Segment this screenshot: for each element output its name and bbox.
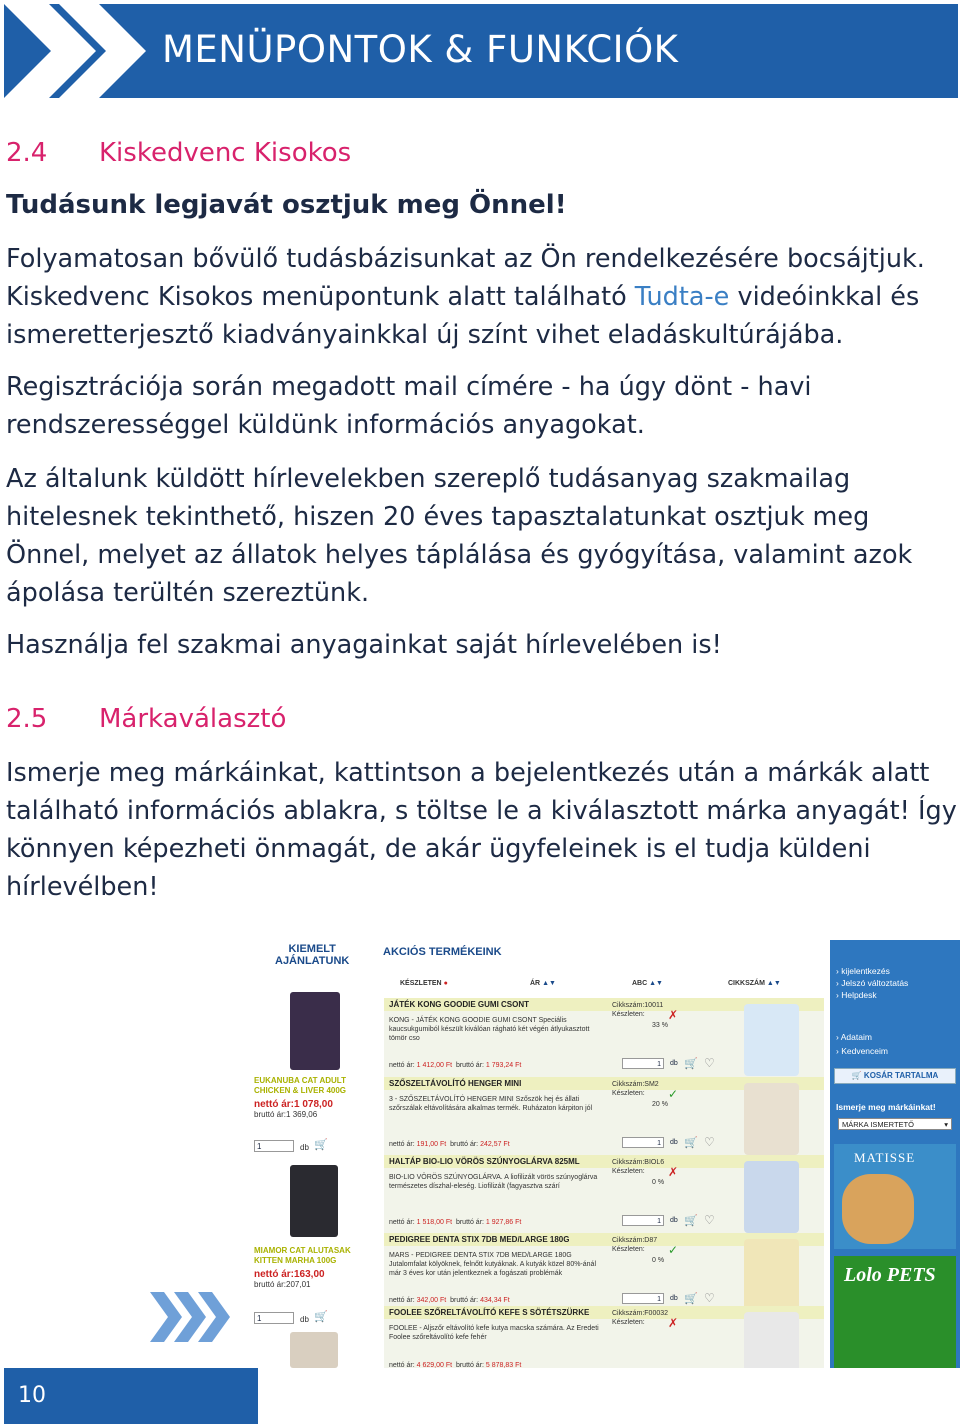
check-mark-icon: ✓ [668, 1087, 679, 1101]
product-title[interactable]: SZŐSZELTÁVOLÍTÓ HENGER MINI [389, 1079, 522, 1088]
gross-label: bruttó ár: [455, 1062, 484, 1069]
product-sku: Cikkszám:10011 [612, 1002, 664, 1009]
lead-text: Tudásunk legjavát osztjuk meg Önnel! [6, 190, 567, 220]
net-price: 1 518,00 Ft [416, 1219, 453, 1226]
product-meta [612, 1001, 663, 1019]
featured-heading-line2: AJÁNLATUNK [275, 955, 350, 967]
unit-label: db [670, 1295, 678, 1302]
product-image[interactable] [290, 1332, 338, 1368]
x-mark-icon: ✗ [668, 1316, 679, 1330]
section-heading-2-4 [6, 138, 351, 168]
product-row [384, 1077, 824, 1162]
paragraph-2: Regisztrációja során megadott mail címére - ha úgy dönt - havi rendszerességgel küldünk információs anyagokat. [6, 372, 812, 440]
page-title: MENÜPONTOK & FUNKCIÓK [162, 28, 679, 71]
logout-link[interactable]: › kijelentkezés [836, 966, 890, 976]
net-label: nettó ár: [389, 1297, 415, 1304]
heart-icon[interactable]: ♡ [704, 1213, 715, 1227]
product-image[interactable] [290, 992, 340, 1070]
featured-heading-line1: KIEMELT [288, 943, 336, 955]
section-number: 2.4 [6, 138, 48, 168]
matisse-brand-banner[interactable] [834, 1144, 956, 1249]
sort-abc[interactable] [632, 980, 663, 987]
sort-label: ÁR [530, 980, 541, 987]
cart-contents-label: KOSÁR TARTALMA [863, 1071, 939, 1080]
link-label: Adataim [840, 1032, 872, 1042]
product-meta [612, 1158, 664, 1176]
gross-label: bruttó ár: [455, 1362, 484, 1368]
sort-label: ABC [632, 980, 648, 987]
sale-products-heading: AKCIÓS TERMÉKEINK [383, 946, 502, 958]
footer-bar [4, 1368, 258, 1424]
net-price: 4 629,00 Ft [416, 1362, 453, 1368]
product-image[interactable] [744, 1083, 799, 1155]
discount-percent: 0 % [652, 1179, 665, 1186]
password-change-link[interactable]: › Jelszó változtatás [836, 978, 909, 988]
product-row [384, 1155, 824, 1240]
unit-label: db [670, 1060, 678, 1067]
tudta-e-link[interactable]: Tudta-e [634, 282, 730, 312]
product-description: MARS - PEDIGREE DENTA STIX 7DB MED/LARGE 180G Jutalomfalat kölyöknek, felnőtt kutyáknak. A kutyák közel 80%-ánál már 3 éves kor után jelentkeznek a fogászati problémák [389, 1252, 597, 1277]
quantity-input[interactable]: 1 [622, 1058, 664, 1069]
lolo-logo: Lolo PETS [844, 1264, 936, 1286]
net-label: nettó ár: [389, 1062, 415, 1069]
cart-icon[interactable]: 🛒 [684, 1137, 698, 1149]
link-label: Jelszó változtatás [841, 978, 909, 988]
featured-product-name2[interactable]: KITTEN MARHA 100G [254, 1256, 337, 1265]
featured-product-price: nettó ár:1 078,00 [254, 1099, 333, 1110]
product-image[interactable] [744, 1161, 799, 1233]
cart-icon[interactable]: 🛒 [684, 1215, 698, 1227]
price-line [389, 1219, 521, 1226]
product-stock: Készleten: [612, 1168, 645, 1175]
quantity-input[interactable]: 1 [622, 1293, 664, 1304]
my-data-link[interactable]: › Adataim [836, 1032, 872, 1042]
sort-in-stock[interactable] [400, 980, 448, 987]
product-title[interactable]: PEDIGREE DENTA STIX 7DB MED/LARGE 180G [389, 1235, 570, 1244]
cart-icon[interactable]: 🛒 [684, 1058, 698, 1070]
cart-icon[interactable]: 🛒 [684, 1293, 698, 1305]
cat-image [842, 1174, 914, 1244]
helpdesk-link[interactable]: › Helpdesk [836, 990, 877, 1000]
product-title[interactable]: JÁTÉK KONG GOODIE GUMI CSONT [389, 1000, 530, 1009]
net-price: 342,00 Ft [416, 1297, 447, 1304]
product-sku: Cikkszám:F00032 [612, 1310, 669, 1317]
heart-icon[interactable]: ♡ [704, 1135, 715, 1149]
sort-arrows-icon: ▲▼ [542, 980, 556, 987]
heart-icon[interactable]: ♡ [704, 1056, 715, 1070]
paragraph-1 [6, 240, 958, 354]
check-mark-icon: ✓ [668, 1243, 679, 1257]
sort-price[interactable] [530, 980, 556, 987]
product-stock: Készleten: [612, 1090, 645, 1097]
quantity-input[interactable]: 1 [254, 1140, 294, 1152]
gross-label: bruttó ár: [455, 1219, 484, 1226]
section-title: Márkaválasztó [99, 704, 287, 734]
page-number: 10 [18, 1383, 46, 1408]
cart-contents-button[interactable] [834, 1068, 956, 1084]
featured-product-gross: bruttó ár:1 369,06 [254, 1110, 318, 1119]
product-description: 3 - SZŐSZELTÁVOLÍTÓ HENGER MINI Szőszök hej és állati szőrszálak eltávolítására alkalmas termék. Ruházaton kárpiton jól [389, 1096, 593, 1112]
brands-intro: Ismerje meg márkáinkat! [836, 1102, 936, 1112]
product-row [384, 1306, 824, 1368]
section-number: 2.5 [6, 704, 48, 734]
link-label: kijelentkezés [841, 966, 890, 976]
product-stock: Készleten: [612, 1011, 645, 1018]
product-image[interactable] [744, 1312, 799, 1368]
price-line [389, 1362, 521, 1368]
product-meta [612, 1080, 659, 1098]
sort-sku[interactable] [728, 980, 781, 987]
net-label: nettó ár: [389, 1219, 415, 1226]
paragraph-5: Ismerje meg márkáinkat, kattintson a bejelentkezés után a márkák alatt található információs ablakra, s töltse le a kiválasztott márka anyagát! Így könnyen képezheti önmagát, de akár ügyfeleinek is el tudja küldeni hírlevélben! [6, 758, 957, 902]
featured-product-name2[interactable]: CHICKEN & LIVER 400G [254, 1086, 347, 1095]
product-title[interactable]: FOOLEE SZŐRELTÁVOLÍTÓ KEFE S SÖTÉTSZÜRKE [389, 1308, 590, 1317]
unit-label: db [300, 1315, 309, 1324]
discount-percent: 0 % [652, 1257, 665, 1264]
link-label: Helpdesk [841, 990, 877, 1000]
paragraph-1-text: Folyamatosan bővülő tudásbázisunkat az Ön rendelkezésére bocsájtjuk. Kiskedvenc Kisokos menüpontunk alatt található [6, 244, 925, 312]
paragraph-3: Az általunk küldött hírlevelekben szereplő tudásanyag szakmailag hitelesnek tekinthető, hiszen 20 éves tapasztalatunkat osztjuk meg Önnel, melyet az állatok helyes táplálása és gyógyítása, valamint azok ápolása terültén szereztünk. [6, 464, 913, 608]
featured-product [254, 1076, 346, 1120]
product-image[interactable] [744, 1239, 799, 1311]
x-mark-icon: ✗ [668, 1008, 679, 1022]
featured-product-name[interactable]: EUKANUBA CAT ADULT [254, 1076, 346, 1085]
matisse-logo: MATISSE [854, 1150, 916, 1165]
sort-arrows-icon: ▲▼ [649, 980, 663, 987]
net-label: nettó ár: [389, 1362, 415, 1368]
product-description: BIO-LIO VÖRÖS SZÚNYOGLÁRVA. A liofilizált vörös szúnyoglárva természetes díszhal-eleség. Liofilizált (fagyasztva szárí [389, 1174, 598, 1190]
product-title[interactable]: HALTÁP BIO-LIO VÖRÖS SZÚNYOGLÁRVA 825ML [389, 1157, 580, 1166]
unit-label: db [670, 1217, 678, 1224]
header-banner [4, 4, 958, 98]
brand-select-value: MÁRKA ISMERTETŐ [842, 1120, 914, 1129]
featured-product-price: nettó ár:163,00 [254, 1269, 325, 1280]
section-title: Kiskedvenc Kisokos [99, 138, 352, 168]
account-sidebar [830, 940, 960, 1368]
gross-price: 1 793,24 Ft [485, 1062, 522, 1069]
product-description: FOOLEE - Aljszőr eltávolító kefe kutya macska számára. Az Eredeti Foolee szőreltávolító kefe fehér [389, 1325, 599, 1341]
product-image[interactable] [290, 1165, 338, 1237]
lolo-pets-brand-banner[interactable] [834, 1256, 956, 1368]
product-stock: Készleten: [612, 1319, 645, 1326]
section-heading-2-5 [6, 704, 286, 734]
double-chevron-icon [4, 4, 154, 98]
gross-price: 5 878,83 Ft [485, 1362, 522, 1368]
sort-label: CIKKSZÁM [728, 980, 765, 987]
x-mark-icon: ✗ [668, 1165, 679, 1179]
discount-percent: 20 % [652, 1101, 668, 1108]
price-line [389, 1062, 521, 1069]
brand-select[interactable] [838, 1118, 952, 1130]
discount-percent: 33 % [652, 1022, 668, 1029]
product-row [384, 998, 824, 1083]
paragraph-4: Használja fel szakmai anyagainkat saját hírlevelében is! [6, 630, 722, 660]
paragraph-1-text-end: videóinkkal és ismeretterjesztő kiadványainkkal új színt vihet eladáskultúrájába. [6, 282, 920, 350]
quantity-input[interactable]: 1 [622, 1215, 664, 1226]
sort-label: KÉSZLETEN [400, 980, 442, 987]
gross-price: 434,34 Ft [480, 1297, 510, 1304]
net-price: 191,00 Ft [416, 1141, 447, 1148]
product-sku: Cikkszám:D87 [612, 1237, 658, 1244]
product-description: KONG - JÁTÉK KONG GOODIE GUMI CSONT Speciális kaucsukgumiból készült kiválóan rágható két végén átlyukasztott tömör cso [389, 1017, 590, 1042]
gross-price: 242,57 Ft [480, 1141, 510, 1148]
product-image[interactable] [744, 1004, 799, 1076]
sort-arrows-icon: ▲▼ [766, 980, 781, 987]
product-meta [612, 1236, 657, 1254]
unit-label: db [670, 1139, 678, 1146]
featured-offer-heading [275, 943, 349, 967]
gross-price: 1 927,86 Ft [485, 1219, 522, 1226]
featured-product-gross: bruttó ár:207,01 [254, 1280, 311, 1289]
gross-label: bruttó ár: [450, 1141, 479, 1148]
cart-icon: 🛒 [851, 1071, 862, 1080]
circle-icon: ● [443, 980, 448, 987]
cart-icon[interactable]: 🛒 [314, 1311, 328, 1323]
quantity-input[interactable]: 1 [254, 1312, 294, 1324]
chevron-decoration-icon [150, 1292, 240, 1342]
product-meta [612, 1309, 668, 1327]
gross-label: bruttó ár: [450, 1297, 479, 1304]
link-label: Kedvenceim [841, 1046, 888, 1056]
cart-icon[interactable]: 🛒 [314, 1139, 328, 1151]
net-price: 1 412,00 Ft [416, 1062, 453, 1069]
favorites-link[interactable]: › Kedvenceim [836, 1046, 888, 1056]
product-stock: Készleten: [612, 1246, 645, 1253]
net-label: nettó ár: [389, 1141, 415, 1148]
price-line [389, 1297, 510, 1304]
unit-label: db [300, 1143, 309, 1152]
webshop-screenshot [250, 940, 960, 1368]
price-line [389, 1141, 510, 1148]
quantity-input[interactable]: 1 [622, 1137, 664, 1148]
featured-product [254, 1246, 351, 1290]
featured-product-name[interactable]: MIAMOR CAT ALUTASAK [254, 1246, 351, 1255]
chevron-down-icon: ▾ [944, 1120, 948, 1129]
product-sku: Cikkszám:BIOL6 [612, 1159, 665, 1166]
product-sku: Cikkszám:SM2 [612, 1081, 659, 1088]
heart-icon[interactable]: ♡ [704, 1291, 715, 1305]
